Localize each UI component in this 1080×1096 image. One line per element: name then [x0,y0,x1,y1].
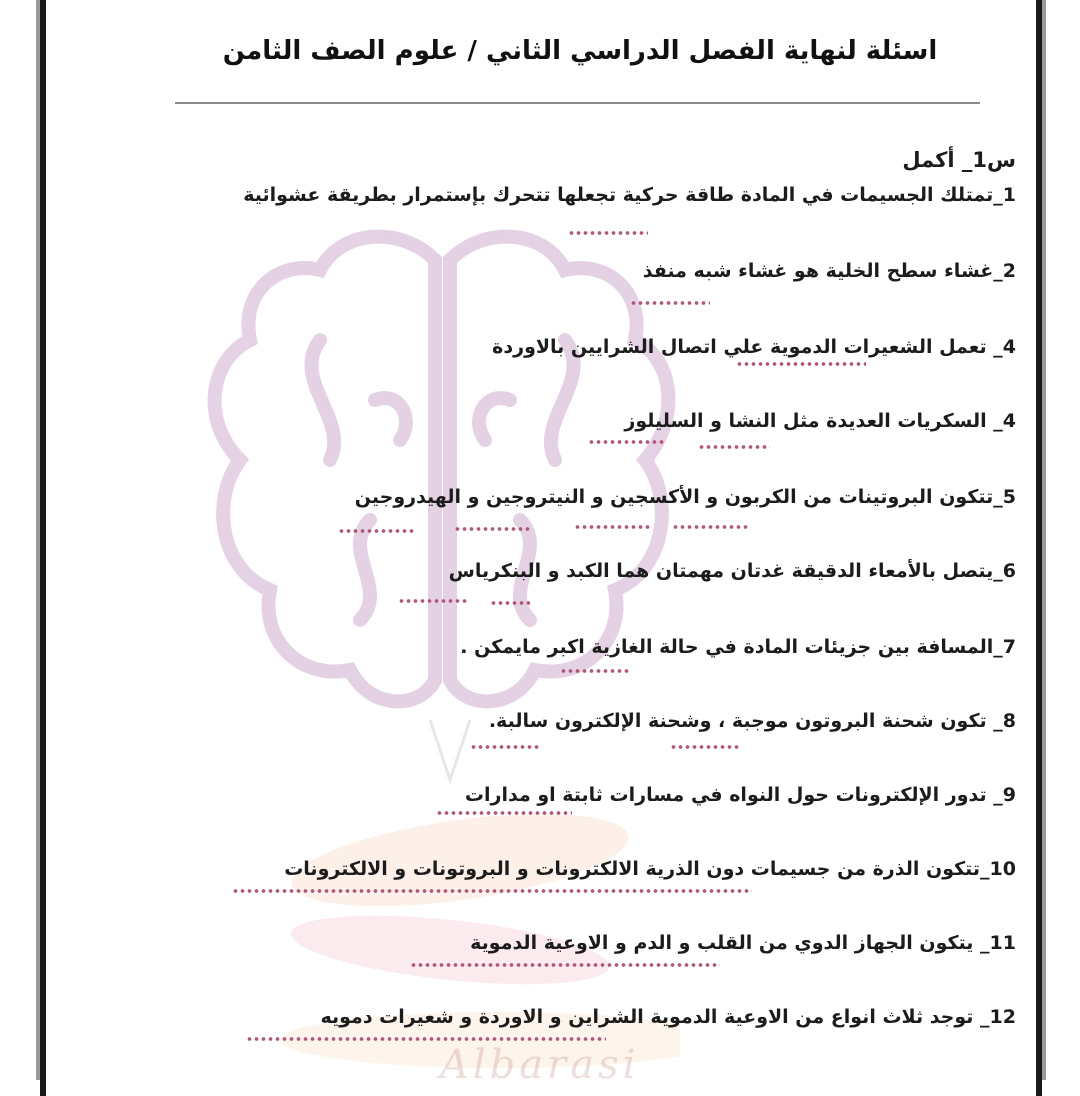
answer-blank [670,744,740,750]
question-item-7: 7_المسافة بين جزيئات المادة في حالة الغازية اكبر مايمكن . [460,636,1016,658]
answer-blank [470,744,540,750]
answer-blank [410,962,720,968]
question-item-5: 5_تتكون البروتينات من الكربون و الأكسجين و النيتروجين و الهيدروجين [354,486,1016,508]
watermark-text: Albarasi [440,1042,640,1088]
answer-blank [574,524,652,530]
question-item-3: 4_ تعمل الشعيرات الدموية علي اتصال الشرايين بالاوردة [492,336,1016,358]
answer-blank [698,444,770,450]
question-item-1: 1_تمتلك الجسيمات في المادة طاقة حركية تجعلها تتحرك بإستمرار بطريقة عشوائية [243,184,1016,206]
question-item-6: 6_يتصل بالأمعاء الدقيقة غدتان مهمتان هما الكبد و البنكرياس [448,560,1016,582]
section-heading: س1_ أكمل [902,148,1016,172]
answer-blank [232,888,752,894]
answer-blank [560,668,630,674]
answer-blank [672,524,750,530]
answer-blank [568,230,648,236]
answer-blank [588,439,666,445]
frame-shadow-right [1042,0,1046,1080]
answer-blank [246,1036,606,1042]
question-item-11: 11_ يتكون الجهاز الدوي من القلب و الدم و الاوعية الدموية [470,932,1016,954]
answer-blank [338,528,414,534]
document-title: اسئلة لنهاية الفصل الدراسي الثاني / علوم الصف الثامن [222,36,938,66]
answer-blank [398,598,468,604]
question-item-2: 2_غشاء سطح الخلية هو غشاء شبه منفذ [642,260,1016,282]
question-item-10: 10_تتكون الذرة من جسيمات دون الذرية الالكترونات و البروتونات و الالكترونات [284,858,1016,880]
answer-blank [436,810,572,816]
answer-blank [454,526,530,532]
questions-body [156,146,1016,1028]
question-item-12: 12_ توجد ثلاث انواع من الاوعية الدموية الشراين و الاوردة و شعيرات دمويه [320,1006,1016,1028]
title-divider [175,102,980,104]
answer-blank [736,361,866,367]
answer-blank [630,300,710,306]
question-item-8: 8_ تكون شحنة البروتون موجبة ، وشحنة الإلكترون سالبة. [488,710,1016,732]
question-item-4: 4_ السكريات العديدة مثل النشا و السليلوز [624,410,1016,432]
question-item-9: 9_ تدور الإلكترونات حول النواه في مسارات ثابتة او مدارات [464,784,1016,806]
answer-blank [490,600,530,606]
